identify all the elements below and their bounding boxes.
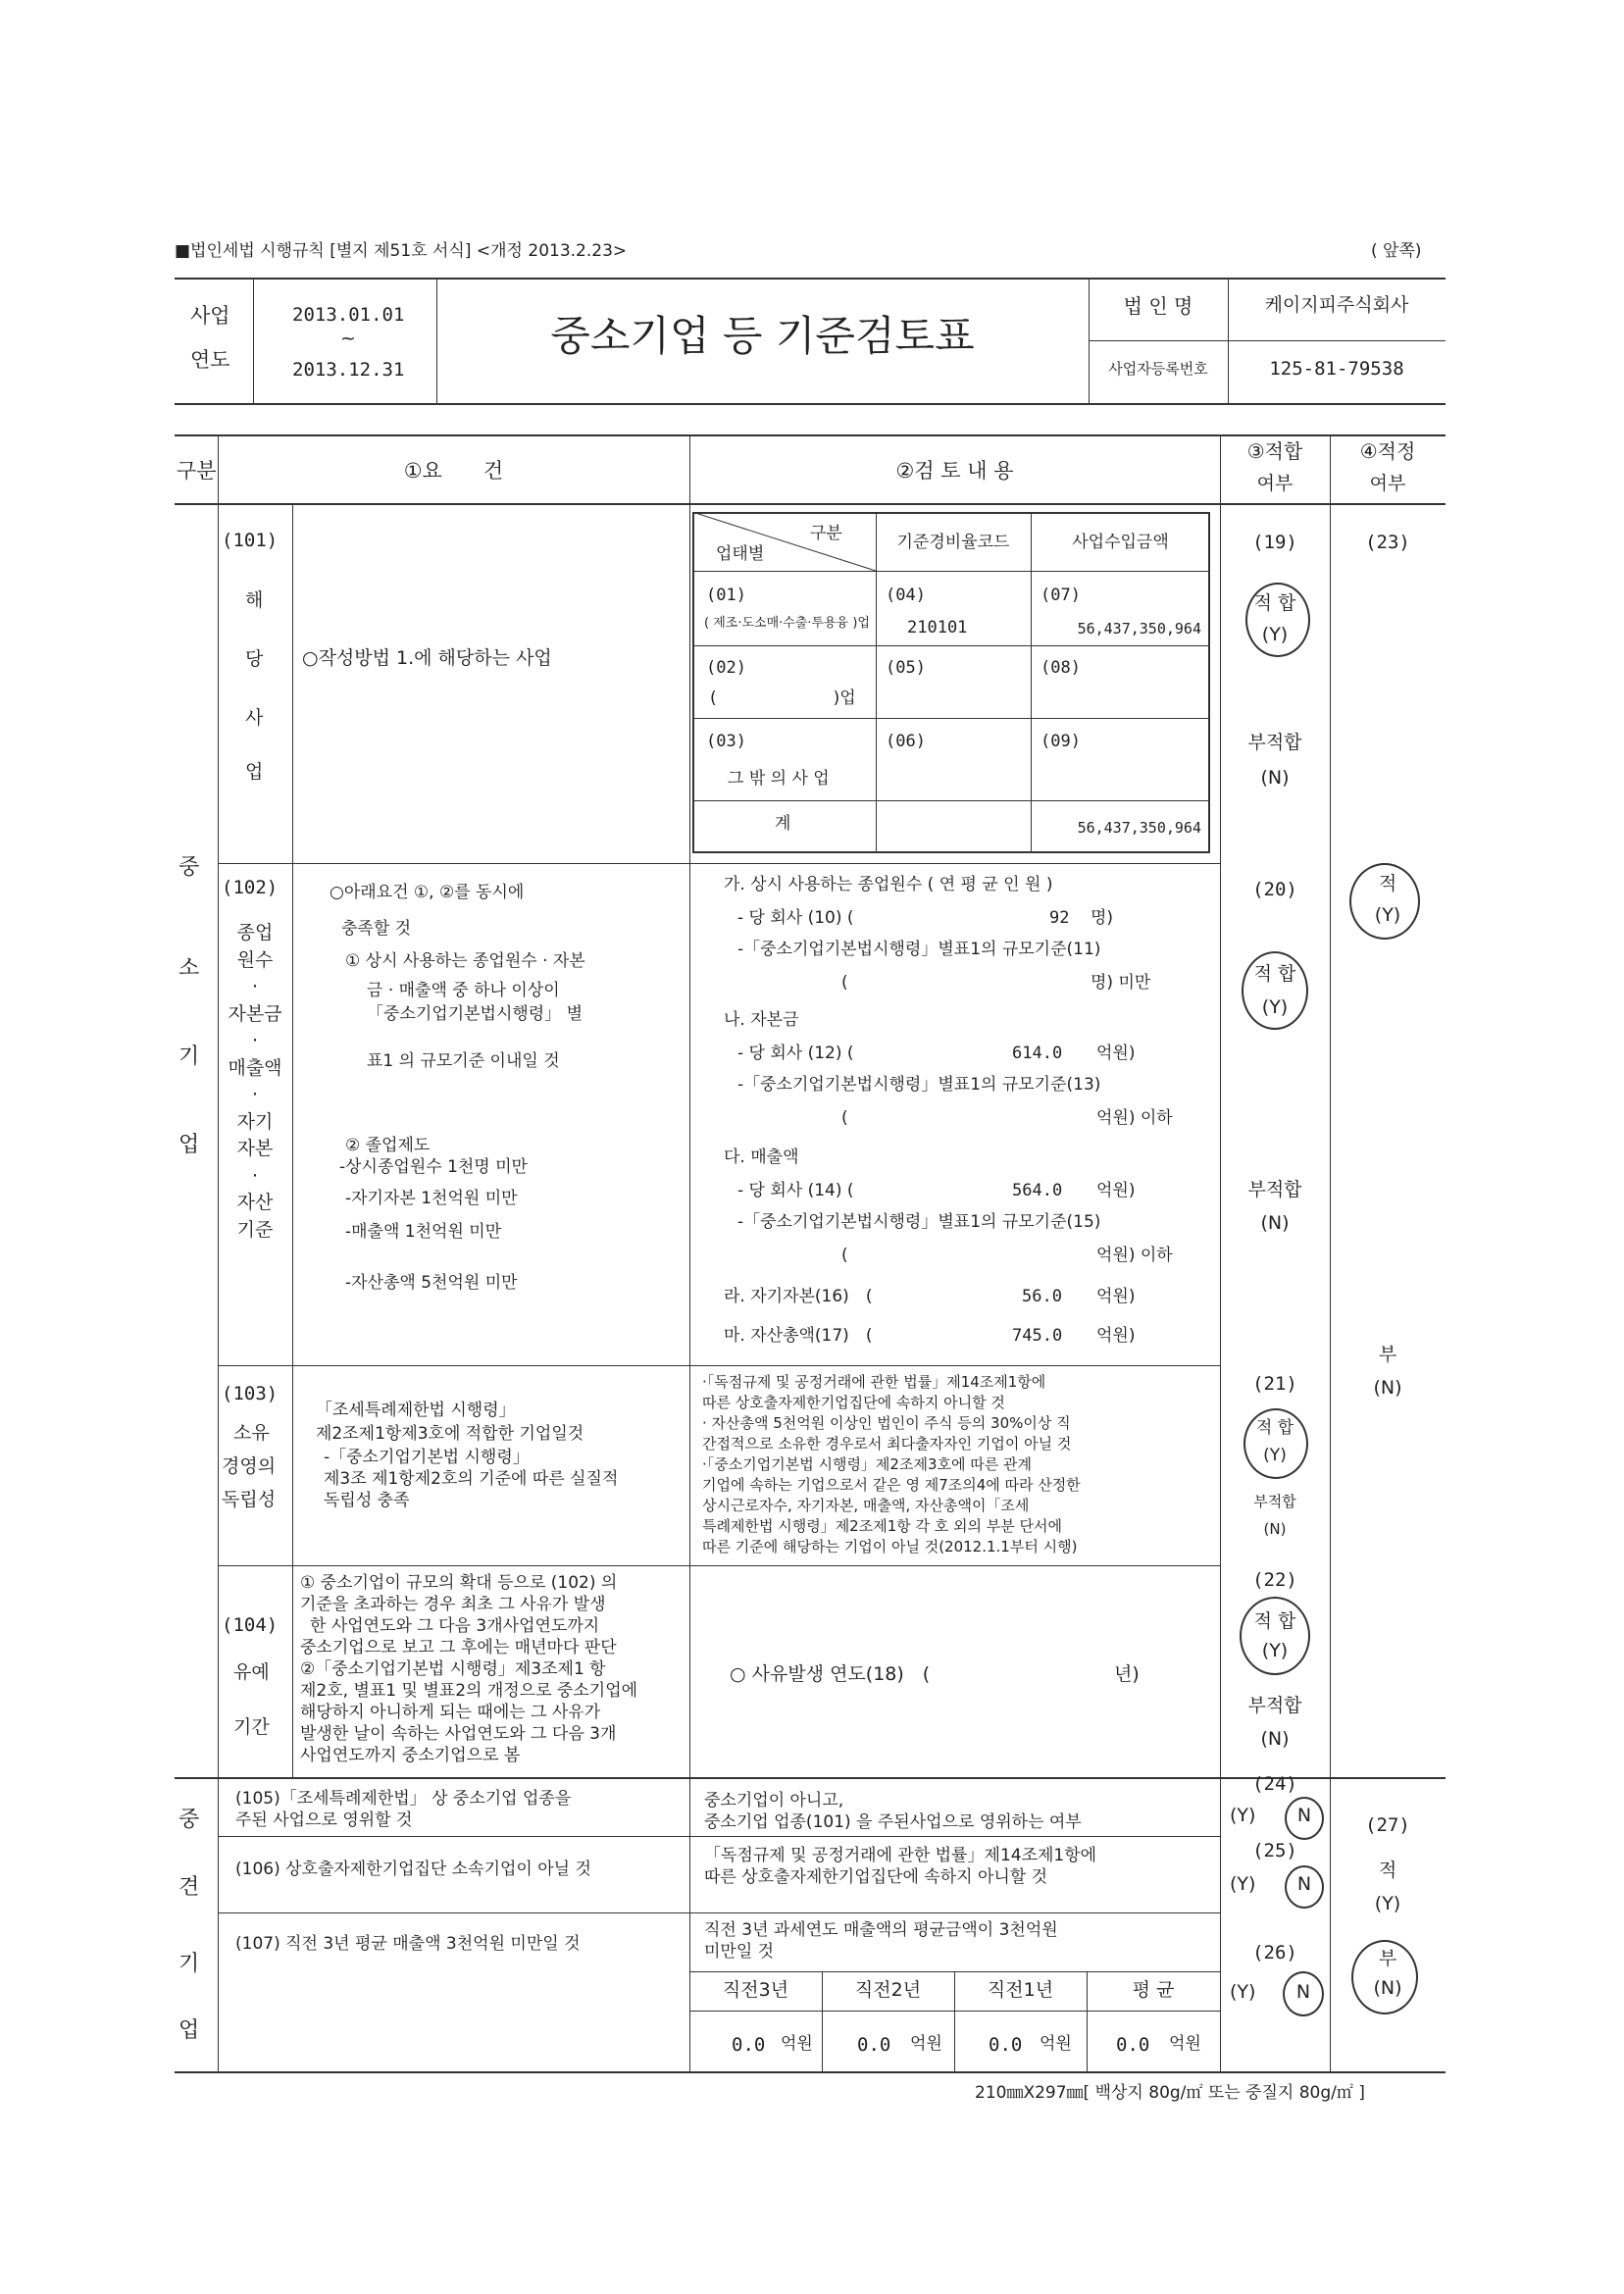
inner-r1-c1b: ( 제조·도소매·수출·투용융 )업 bbox=[704, 616, 870, 631]
corp-name-label: 법 인 명 bbox=[1123, 294, 1193, 318]
r103-review-5: ·「중소기업기본법 시행령」제2조제3호에 따른 관계 bbox=[702, 1455, 1032, 1473]
r104-req-8: 발생한 날이 속하는 사업연도와 그 다음 3개 bbox=[300, 1724, 617, 1744]
mid-ok-n: (N) bbox=[1373, 1977, 1402, 1999]
r102-req-7: ② 졸업제도 bbox=[345, 1136, 431, 1155]
r102-name bbox=[218, 920, 292, 1245]
r103-fit-code: (21) bbox=[1252, 1373, 1297, 1395]
r102-code: (102) bbox=[222, 877, 279, 898]
r102-fit-code: (20) bbox=[1252, 879, 1297, 900]
period-start: 2013.01.01 bbox=[292, 304, 405, 326]
inner-r2-c3: (08) bbox=[1040, 658, 1081, 678]
r107-fit-code: (26) bbox=[1252, 1942, 1297, 1963]
inner-r1-c2: (04) bbox=[886, 586, 926, 605]
col-fit-1: ③적합 bbox=[1246, 439, 1303, 463]
r107-h-2: 직전2년 bbox=[854, 1979, 922, 2001]
r102-b-2b: ( bbox=[841, 1108, 848, 1128]
col-ok-1: ④적정 bbox=[1359, 439, 1416, 463]
r106-req: (106) 상호출자제한기업집단 소속기업이 아닐 것 bbox=[235, 1860, 591, 1879]
r104-review: ○ 사유발생 연도(18) ( bbox=[730, 1663, 931, 1685]
r102-c-2: -「중소기업기본법시행령」별표1의 규모기준(15) bbox=[737, 1212, 1101, 1232]
r103-fit-ok: 적 합 bbox=[1255, 1418, 1294, 1438]
period-label-1: 사업 bbox=[190, 304, 230, 328]
r103-review-4: 간접적으로 소유한 경우로서 최다출자자인 기업이 아닐 것 bbox=[702, 1435, 1072, 1453]
r102-name-1: 종업 bbox=[236, 922, 274, 943]
r102-c-title: 다. 매출액 bbox=[724, 1147, 799, 1167]
r103-review-6: 기업에 속하는 기업으로서 같은 영 제7조의4에 따라 산정한 bbox=[702, 1476, 1081, 1494]
r102-req-2: 충족할 것 bbox=[341, 919, 412, 939]
r102-c-1-unit: 억원) bbox=[1096, 1181, 1136, 1200]
sme-ok-yes: 적 bbox=[1378, 873, 1397, 894]
r106-review-2: 따른 상호출자제한기업집단에 속하지 아니할 것 bbox=[704, 1867, 1048, 1887]
r102-req-4: 금 · 매출액 중 하나 이상이 bbox=[367, 981, 560, 1000]
r105-fit-code: (24) bbox=[1252, 1773, 1297, 1795]
inner-col-code: 기준경비율코드 bbox=[896, 533, 1010, 552]
r102-e-unit: 억원) bbox=[1096, 1326, 1136, 1346]
corp-name: 케이지피주식회사 bbox=[1264, 294, 1409, 316]
r102-req-3: ① 상시 사용하는 종업원수 · 자본 bbox=[345, 951, 585, 971]
inner-r1-c3b: 56,437,350,964 bbox=[1077, 620, 1201, 637]
r104-req-3: 한 사업연도와 그 다음 3개사업연도까지 bbox=[310, 1616, 600, 1636]
r102-b-2b-unit: 억원) 이하 bbox=[1096, 1108, 1173, 1128]
inner-total-amount: 56,437,350,964 bbox=[1077, 819, 1201, 837]
r101-name-3: 사 bbox=[245, 707, 264, 729]
r105-review-1: 중소기업이 아니고, bbox=[704, 1791, 844, 1810]
r102-name-4: 자본금 bbox=[228, 1002, 282, 1025]
side-mid-1: 중 bbox=[178, 1808, 200, 1832]
r103-name-1: 소유 bbox=[233, 1422, 270, 1444]
r103-name-2: 경영의 bbox=[222, 1455, 277, 1477]
r102-req-10: -매출액 1천억원 미만 bbox=[345, 1222, 502, 1242]
r103-fit-y: (Y) bbox=[1263, 1446, 1287, 1465]
r107-u-2: 억원 bbox=[910, 2034, 942, 2054]
r103-fit-no: 부적합 bbox=[1253, 1493, 1296, 1510]
inner-r1-c2b: 210101 bbox=[907, 618, 968, 637]
side-mid-4: 업 bbox=[178, 2018, 200, 2043]
r104-req-2: 기준을 초과하는 경우 최초 그 사유가 발생 bbox=[300, 1595, 606, 1614]
r102-name-3: · bbox=[251, 976, 259, 998]
inner-r1-c1: (01) bbox=[706, 586, 746, 605]
r102-d-unit: 억원) bbox=[1096, 1287, 1136, 1306]
mid-ok-no: 부 bbox=[1378, 1948, 1397, 1969]
r103-req-2: 제2조제1항제3호에 적합한 기업일것 bbox=[316, 1424, 584, 1444]
r102-a-1: - 당 회사 (10) ( bbox=[737, 908, 854, 928]
r104-req-6: 제2호, 별표1 및 별표2의 개정으로 중소기업에 bbox=[300, 1681, 638, 1701]
col-ok-2: 여부 bbox=[1369, 473, 1406, 494]
r102-name-8: 자기 bbox=[236, 1110, 274, 1133]
r102-req-8: -상시종업원수 1천명 미만 bbox=[339, 1157, 528, 1177]
r102-name-9: 자본 bbox=[236, 1138, 274, 1160]
r102-req-11: -자산총액 5천억원 미만 bbox=[345, 1273, 518, 1293]
r101-ok-code: (23) bbox=[1365, 532, 1410, 553]
r101-name-2: 당 bbox=[245, 648, 264, 670]
r102-b-1: - 당 회사 (12) ( bbox=[737, 1044, 854, 1063]
r102-name-12: 기준 bbox=[236, 1219, 274, 1242]
r107-review-2: 미만일 것 bbox=[704, 1942, 775, 1962]
r104-fit-circle bbox=[1240, 1597, 1310, 1675]
r107-v-4: 0.0 bbox=[1116, 2034, 1150, 2056]
r107-h-1: 직전3년 bbox=[722, 1979, 789, 2001]
period-label-2: 연도 bbox=[190, 348, 230, 372]
sme-ok-n: (N) bbox=[1373, 1377, 1402, 1399]
r103-review-9: 따른 기준에 해당하는 기업이 아닐 것(2012.1.1부터 시행) bbox=[702, 1538, 1078, 1555]
r103-req-5: 독립성 충족 bbox=[324, 1491, 410, 1510]
col-fit-2: 여부 bbox=[1256, 473, 1294, 494]
r103-name-3: 독립성 bbox=[222, 1489, 277, 1510]
r104-fit-y: (Y) bbox=[1261, 1640, 1289, 1661]
r102-a-1-unit: 명) bbox=[1091, 908, 1114, 928]
bizno-label: 사업자등록번호 bbox=[1108, 360, 1208, 378]
r104-req-9: 사업연도까지 중소기업으로 봄 bbox=[300, 1746, 521, 1765]
mid-ok-yes: 적 bbox=[1378, 1860, 1397, 1881]
r107-u-4: 억원 bbox=[1169, 2034, 1201, 2054]
r102-req-6: 표1 의 규모기준 이내일 것 bbox=[367, 1051, 560, 1071]
r103-req-3: -「중소기업기본법 시행령」 bbox=[324, 1448, 530, 1467]
mid-ok-y: (Y) bbox=[1374, 1893, 1401, 1914]
r104-name-1: 유예 bbox=[233, 1661, 270, 1683]
r105-req-1: (105)「조세특례제한법」 상 중소기업 업종을 bbox=[235, 1789, 572, 1809]
r104-fit-code: (22) bbox=[1252, 1569, 1297, 1591]
r104-review-unit: 년) bbox=[1114, 1663, 1140, 1685]
col-gubun: 구분 bbox=[177, 459, 217, 483]
r102-c-1-val: 564.0 bbox=[1012, 1181, 1063, 1200]
side-mid-2: 견 bbox=[178, 1875, 200, 1900]
sme-ok-no: 부 bbox=[1378, 1344, 1397, 1365]
r102-name-11: 자산 bbox=[236, 1192, 274, 1214]
r105-review-2: 중소기업 업종(101) 을 주된사업으로 영위하는 여부 bbox=[704, 1812, 1082, 1832]
r102-a-1-val: 92 bbox=[1049, 908, 1070, 928]
r101-name-4: 업 bbox=[245, 761, 264, 783]
side-sme-1: 중 bbox=[178, 855, 200, 880]
r107-u-3: 억원 bbox=[1040, 2034, 1072, 2054]
r107-v-2: 0.0 bbox=[857, 2034, 891, 2056]
inner-r2-c2: (05) bbox=[886, 658, 926, 678]
r101-fit-n: (N) bbox=[1260, 767, 1290, 789]
r103-fit-n: (N) bbox=[1263, 1520, 1287, 1538]
r104-req-5: ②「중소기업기본법 시행령」제3조제1 항 bbox=[300, 1659, 606, 1679]
r104-req-4: 중소기업으로 보고 그 후에는 매년마다 판단 bbox=[300, 1638, 617, 1657]
r103-review-2: 따른 상호출자제한기업집단에 속하지 아니할 것 bbox=[702, 1394, 1005, 1411]
r104-fit-ok: 적 합 bbox=[1253, 1610, 1296, 1632]
side-sme-2: 소 bbox=[178, 956, 200, 981]
side-sme-4: 업 bbox=[178, 1133, 200, 1157]
r102-c-1: - 당 회사 (14) ( bbox=[737, 1181, 854, 1200]
r102-d: 라. 자기자본(16) ( bbox=[724, 1287, 873, 1306]
r102-a-title: 가. 상시 사용하는 종업원수 ( 연 평 균 인 원 ) bbox=[724, 875, 1053, 894]
r102-a-2b: ( bbox=[841, 973, 848, 993]
r102-b-1-unit: 억원) bbox=[1096, 1044, 1136, 1063]
r102-b-1-val: 614.0 bbox=[1012, 1044, 1063, 1063]
r107-h-4: 평 균 bbox=[1132, 1979, 1175, 2001]
r102-b-title: 나. 자본금 bbox=[724, 1010, 799, 1030]
r104-fit-no: 부적합 bbox=[1247, 1695, 1302, 1716]
r106-fit-code: (25) bbox=[1252, 1840, 1297, 1861]
r102-e: 마. 자산총액(17) ( bbox=[724, 1326, 873, 1346]
r103-review-1: ·「독점규제 및 공정거래에 관한 법률」제14조제1항에 bbox=[702, 1373, 1046, 1391]
r101-fit-ok: 적 합 bbox=[1253, 592, 1296, 614]
r102-name-2: 원수 bbox=[236, 948, 274, 971]
period-separator: ~ bbox=[340, 328, 356, 349]
r102-c-2b-unit: 억원) 이하 bbox=[1096, 1246, 1173, 1265]
r107-u-1: 억원 bbox=[781, 2034, 813, 2054]
col-requirement: ①요 건 bbox=[403, 459, 504, 483]
r102-d-val: 56.0 bbox=[1022, 1287, 1062, 1306]
mid-ok-code: (27) bbox=[1365, 1814, 1410, 1836]
r102-req-9: -자기자본 1천억원 미만 bbox=[345, 1189, 518, 1208]
inner-r2-c1: (02) bbox=[706, 658, 746, 678]
page-side: ( 앞쪽) bbox=[1371, 241, 1422, 261]
r101-fit-no: 부적합 bbox=[1247, 732, 1302, 753]
inner-r1-c3: (07) bbox=[1040, 586, 1081, 605]
r102-name-5: · bbox=[251, 1030, 259, 1052]
side-mid-3: 기 bbox=[178, 1952, 200, 1976]
r105-fit-y: (Y) bbox=[1230, 1805, 1256, 1826]
r102-name-10: · bbox=[251, 1164, 259, 1187]
r104-req-7: 해당하지 아니하게 되는 때에는 그 사유가 bbox=[300, 1703, 601, 1722]
inner-r3-c1b: 그 밖 의 사 업 bbox=[728, 769, 830, 789]
r105-req-2: 주된 사업으로 영위할 것 bbox=[235, 1810, 413, 1830]
r103-req-4: 제3조 제1항제2호의 기준에 따른 실질적 bbox=[324, 1469, 619, 1489]
r103-review-8: 특례제한법 시행령」제2조제1항 각 호 외의 부분 단서에 bbox=[702, 1517, 1062, 1535]
r102-name-7: · bbox=[251, 1084, 259, 1106]
r101-name-1: 해 bbox=[245, 589, 264, 611]
r107-v-1: 0.0 bbox=[732, 2034, 766, 2056]
r101-fit-y: (Y) bbox=[1261, 624, 1289, 645]
r103-code: (103) bbox=[222, 1383, 279, 1404]
r102-name-6: 매출액 bbox=[228, 1056, 282, 1079]
r107-h-3: 직전1년 bbox=[987, 1979, 1054, 2001]
r102-c-2b: ( bbox=[841, 1246, 848, 1265]
inner-diag-bottom: 업태별 bbox=[716, 544, 765, 564]
inner-diag-top: 구분 bbox=[810, 524, 842, 543]
r102-a-2b-unit: 명) 미만 bbox=[1091, 973, 1151, 993]
r107-review-1: 직전 3년 과세연도 매출액의 평균금액이 3천억원 bbox=[704, 1920, 1058, 1940]
r104-name-2: 기간 bbox=[233, 1716, 270, 1738]
r102-e-val: 745.0 bbox=[1012, 1326, 1063, 1346]
side-sme-3: 기 bbox=[178, 1045, 200, 1069]
r101-requirement: ○작성방법 1.에 해당하는 사업 bbox=[302, 647, 552, 669]
inner-col-amount: 사업수입금액 bbox=[1072, 533, 1169, 552]
form-reference: ■법인세법 시행규칙 [별지 제51호 서식] <개정 2013.2.23> bbox=[175, 241, 628, 261]
r106-fit-n: N bbox=[1296, 1873, 1312, 1895]
period-end: 2013.12.31 bbox=[292, 359, 405, 381]
r101-fit-code: (19) bbox=[1252, 532, 1297, 553]
r102-req-1: ○아래요건 ①, ②를 동시에 bbox=[330, 883, 525, 902]
r104-req-1: ① 중소기업이 규모의 확대 등으로 (102) 의 bbox=[300, 1573, 618, 1593]
r102-fit-no: 부적합 bbox=[1247, 1179, 1302, 1200]
col-review: ②검 토 내 용 bbox=[895, 459, 1014, 483]
form-title: 중소기업 등 기준검토표 bbox=[550, 312, 975, 360]
r102-fit-n: (N) bbox=[1260, 1212, 1290, 1234]
r104-fit-n: (N) bbox=[1260, 1728, 1290, 1750]
r107-req: (107) 직전 3년 평균 매출액 3천억원 미만일 것 bbox=[235, 1934, 581, 1954]
r103-review-7: 상시근로자수, 자기자본, 매출액, 자산총액이「조세 bbox=[702, 1497, 1030, 1514]
r102-a-2: -「중소기업기본법시행령」별표1의 규모기준(11) bbox=[737, 940, 1101, 959]
inner-total-label: 계 bbox=[775, 814, 791, 834]
inner-r2-c1b: ( )업 bbox=[710, 688, 856, 708]
r102-fit-ok: 적 합 bbox=[1253, 963, 1296, 985]
r107-fit-n: N bbox=[1295, 1981, 1311, 2003]
r105-fit-n: N bbox=[1296, 1805, 1312, 1826]
inner-r3-c1: (03) bbox=[706, 732, 746, 751]
inner-r3-c2: (06) bbox=[886, 732, 926, 751]
r102-req-5: 「중소기업기본법시행령」 별 bbox=[367, 1004, 584, 1024]
inner-r3-c3: (09) bbox=[1040, 732, 1081, 751]
r101-code: (101) bbox=[222, 530, 279, 551]
footer-paper-spec: 210㎜X297㎜[ 백상지 80g/㎡ 또는 중질지 80g/㎡ ] bbox=[975, 2083, 1365, 2103]
r104-code: (104) bbox=[222, 1614, 279, 1636]
r102-b-2: -「중소기업기본법시행령」별표1의 규모기준(13) bbox=[737, 1075, 1101, 1095]
r102-fit-y: (Y) bbox=[1261, 996, 1289, 1018]
r107-fit-y: (Y) bbox=[1230, 1981, 1256, 2003]
r106-fit-y: (Y) bbox=[1230, 1873, 1256, 1895]
r103-req-1: 「조세특례제한법 시행령」 bbox=[316, 1401, 516, 1420]
r106-review-1: 「독점규제 및 공정거래에 관한 법률」제14조제1항에 bbox=[704, 1846, 1097, 1865]
sme-ok-y: (Y) bbox=[1374, 904, 1401, 926]
r107-v-3: 0.0 bbox=[989, 2034, 1023, 2056]
bizno: 125-81-79538 bbox=[1269, 358, 1404, 380]
r103-review-3: · 자산총액 5천억원 이상인 법인이 주식 등의 30%이상 직 bbox=[702, 1414, 1071, 1432]
